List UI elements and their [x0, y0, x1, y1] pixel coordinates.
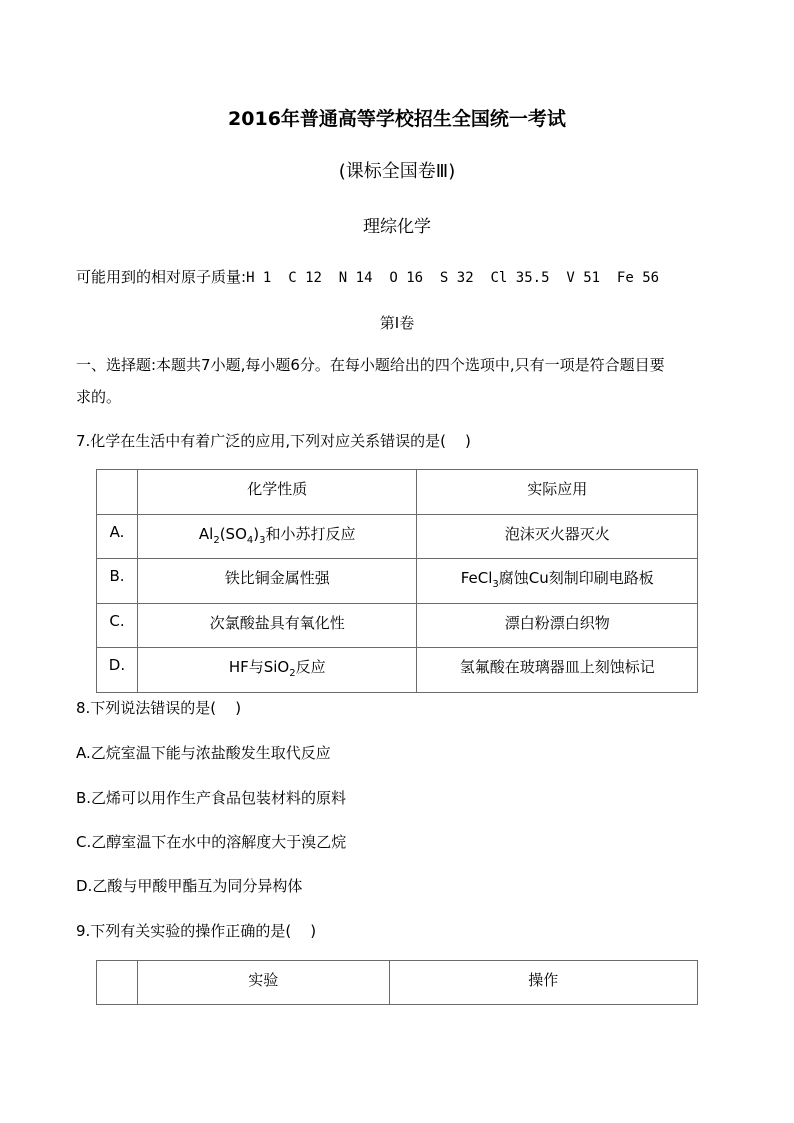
table-row — [97, 603, 698, 648]
atomic-masses-label: 可能用到的相对原子质量: — [76, 268, 247, 286]
exam-title: 2016年普通高等学校招生全国统一考试 — [228, 108, 566, 130]
table-row — [97, 559, 698, 604]
table-header-experiment: 实验 — [137, 961, 389, 1005]
table-header-row — [97, 470, 698, 515]
table-header-operation: 操作 — [389, 961, 698, 1005]
question-8-option-d: D.乙酸与甲酸甲酯互为同分异构体 — [76, 877, 303, 895]
application-cell: FeCl$_3$腐蚀Cu刻制印刷电路板 — [417, 559, 698, 604]
table-header-application: 实际应用 — [417, 470, 698, 515]
option-label: B. — [97, 559, 138, 604]
question-7-table — [96, 469, 698, 693]
table-header-row — [97, 961, 698, 1005]
option-label: D. — [97, 648, 138, 693]
application-cell: 氢氟酸在玻璃器皿上刻蚀标记 — [417, 648, 698, 693]
section1-instructions-line2: 求的。 — [76, 388, 122, 406]
subject-heading: 理综化学 — [363, 217, 431, 237]
question-8-option-a: A.乙烷室温下能与浓盐酸发生取代反应 — [76, 744, 331, 762]
property-cell: $Al_2(SO_4)_3$和小苏打反应 — [137, 514, 417, 559]
table-row — [97, 648, 698, 693]
table-header-property: 化学性质 — [137, 470, 417, 515]
section1-instructions-line1: 一、选择题:本题共7小题,每小题6分。在每小题给出的四个选项中,只有一项是符合题目要 — [76, 356, 665, 374]
property-cell: 铁比铜金属性强 — [137, 559, 417, 604]
table-header-empty — [97, 470, 138, 515]
question-8-stem: 8.下列说法错误的是( ) — [76, 699, 242, 717]
question-9-table — [96, 960, 698, 1005]
table-row — [97, 514, 698, 559]
option-label: A. — [97, 514, 138, 559]
atomic-masses-line — [76, 267, 659, 288]
property-cell: HF与SiO$_2$反应 — [137, 648, 417, 693]
atomic-masses-values: H 1 C 12 N 14 O 16 S 32 Cl 35.5 V 51 Fe 56 — [246, 270, 660, 286]
question-8-option-b: B.乙烯可以用作生产食品包装材料的原料 — [76, 789, 347, 807]
question-7-stem: 7.化学在生活中有着广泛的应用,下列对应关系错误的是( ) — [76, 432, 471, 450]
volume-label: 第Ⅰ卷 — [379, 314, 415, 332]
exam-subtitle: (课标全国卷Ⅲ) — [338, 161, 456, 182]
property-cell: 次氯酸盐具有氧化性 — [137, 603, 417, 648]
application-cell: 泡沫灭火器灭火 — [417, 514, 698, 559]
question-9-stem: 9.下列有关实验的操作正确的是( ) — [76, 922, 317, 940]
application-cell: 漂白粉漂白织物 — [417, 603, 698, 648]
question-8-option-c: C.乙醇室温下在水中的溶解度大于溴乙烷 — [76, 833, 347, 851]
table-header-empty — [97, 961, 138, 1005]
option-label: C. — [97, 603, 138, 648]
